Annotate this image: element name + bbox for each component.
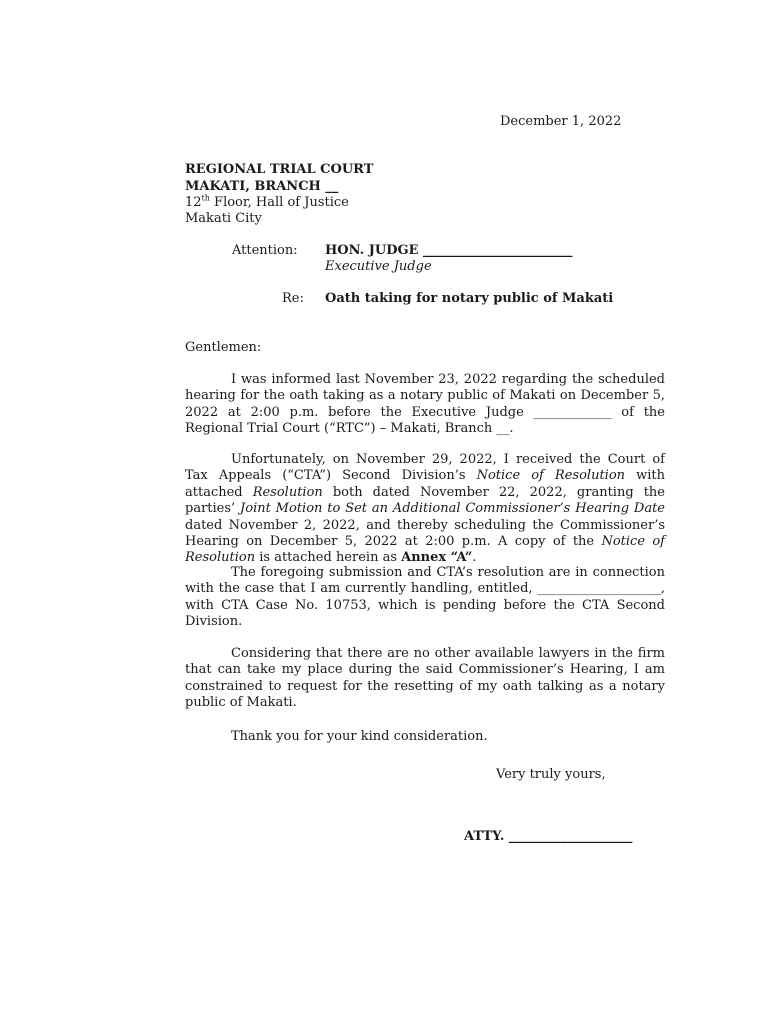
addressee-court: REGIONAL TRIAL COURT xyxy=(185,162,374,177)
re-subject: Oath taking for notary public of Makati xyxy=(325,291,614,306)
attention-title: Executive Judge xyxy=(325,259,432,274)
body-paragraph-4: Considering that there are no other available lawyers in the firm that can take my place during the said Commissioner’s Hearing, I am constrained to request for the resetting of my oath talking as a notary public of Makati. xyxy=(185,646,665,711)
addressee-floor: 12th Floor, Hall of Justice xyxy=(185,193,349,210)
body-paragraph-5: Thank you for your kind consideration. xyxy=(231,729,488,744)
letter-date: December 1, 2022 xyxy=(500,114,622,129)
body-paragraph-1: I was informed last November 23, 2022 regarding the scheduled hearing for the oath taking as a notary public of Makati on December 5, 2022 at 2:00 p.m. before the Executive Judge ____________ of the Regional Trial Court (“RTC”) – Makati, Branch __. xyxy=(185,372,665,437)
body-paragraph-3: The foregoing submission and CTA’s resolution are in connection with the case that I am currently handling, entitled, ___________________, with CTA Case No. 10753, which is pending before the CTA Second Division. xyxy=(185,565,665,630)
attention-name: HON. JUDGE _______________________ xyxy=(325,243,573,258)
re-label: Re: xyxy=(282,291,304,306)
closing: Very truly yours, xyxy=(496,767,606,782)
body-paragraph-2: Unfortunately, on November 29, 2022, I received the Court of Tax Appeals (“CTA”) Second Division’s Notice of Resolution with attached Resolution both dated November 22, 2022, granting the parties’ Joint Motion to Set an Additional Commissioner’s Hearing Date dated November 2, 2022, and thereby scheduling the Commissioner’s Hearing on December 5, 2022 at 2:00 p.m. A copy of the Notice of Resolution is attached herein as Annex “A”. xyxy=(185,452,665,566)
salutation: Gentlemen: xyxy=(185,340,262,355)
addressee-city: Makati City xyxy=(185,211,262,226)
signature-line: ATTY. ___________________ xyxy=(464,829,633,844)
attention-label: Attention: xyxy=(232,243,298,258)
addressee-branch: MAKATI, BRANCH __ xyxy=(185,179,339,194)
